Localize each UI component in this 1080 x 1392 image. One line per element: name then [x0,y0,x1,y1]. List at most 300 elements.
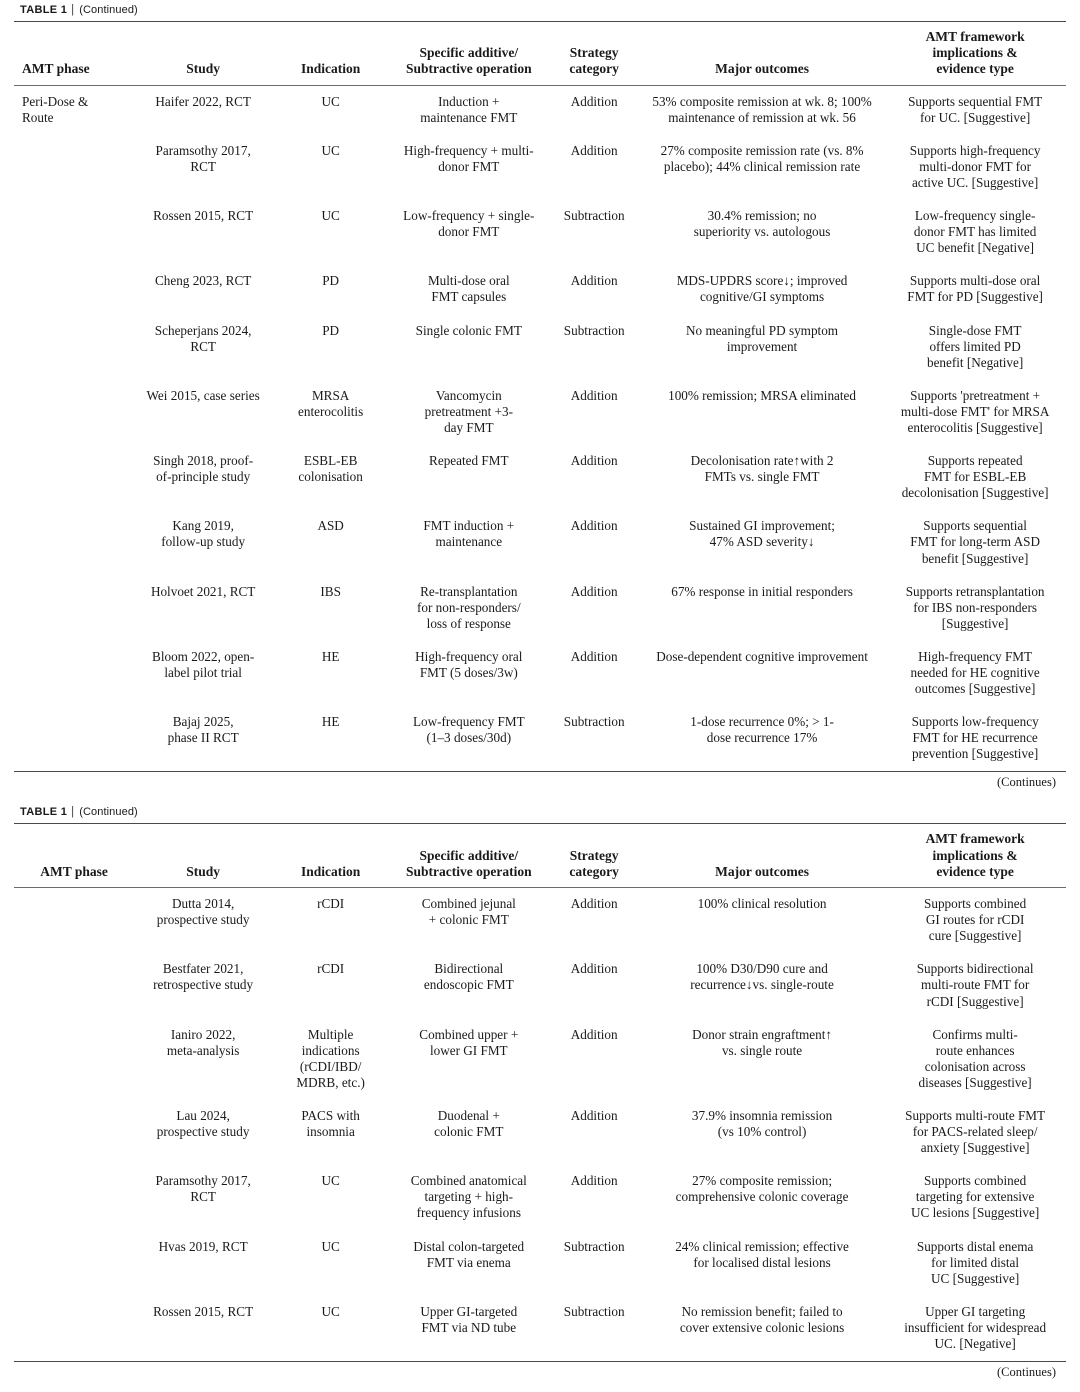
cell-line: FMT for long-term ASD [910,534,1041,550]
cell-line: colonic FMT [434,1124,504,1140]
cell-line: follow-up study [161,534,246,550]
header-line: implications & [932,45,1018,61]
cell-implications [884,576,1066,641]
cell-line: 24% clinical remission; effective [675,1238,849,1254]
cell-line: Decolonisation rate↑with 2 [690,453,834,469]
cell-amt-phase [14,315,134,380]
cell-indication [272,380,389,445]
cell-line: Addition [570,1173,618,1189]
cell-implications [884,706,1066,771]
cell-indication [272,706,389,771]
cell-implications [884,1100,1066,1165]
cell-amt-phase [14,1019,134,1100]
cell-line: FMT induction + [423,518,515,534]
cell-line: Low-frequency FMT [412,714,525,730]
cell-strategy-category [548,953,639,1018]
table-row [14,1100,1066,1165]
cell-line: UC. [Negative] [934,1336,1016,1351]
cell-line: outcomes [Suggestive] [914,681,1036,697]
cell-line: enterocolitis [Suggestive] [907,419,1043,435]
cell-line: Supports multi-route FMT [905,1107,1046,1123]
cell-amt-phase [14,576,134,641]
cell-operation [389,265,548,314]
header-line: evidence type [936,61,1014,77]
header-line: implications & [932,847,1018,863]
cell-line: Upper GI-targeted [420,1303,518,1319]
cell-line: maintenance FMT [420,109,518,125]
cell-line: vs. single route [721,1042,803,1058]
cell-study [134,1231,272,1296]
cell-line: label pilot trial [164,665,242,680]
cell-line: for localised distal lesions [693,1254,831,1270]
cell-line: MRSA enterocolitis [298,387,364,419]
cell-line: for PACS-related sleep/ [912,1124,1038,1140]
cell-line: multi-dose FMT' for MRSA [900,403,1050,419]
cell-line: Supports combined [924,896,1027,912]
cell-line: Supports high-frequency [909,142,1041,158]
cell-amt-phase [14,1231,134,1296]
cell-operation [389,200,548,265]
cell-line: loss of response [426,615,511,631]
table-row [14,1165,1066,1230]
cell-study [134,135,272,200]
header-line: Specific additive/ [419,847,519,863]
cell-line: 100% clinical resolution [697,896,827,912]
cell-implications [884,200,1066,265]
cell-line: donor FMT has limited [913,224,1037,240]
cell-line: Rossen 2015, RCT [153,1303,254,1319]
cell-line: Subtraction [563,1303,625,1319]
cell-line: Haifer 2022, RCT [155,93,251,109]
cell-line: maintenance of remission at wk. 56 [668,109,856,125]
column-header-major-outcomes [640,824,884,887]
cell-line: + colonic FMT [428,912,509,928]
cell-strategy-category [548,86,639,135]
cell-strategy-category [548,641,639,706]
caption-separator: | [71,806,75,819]
cell-line: Hvas 2019, RCT [158,1238,248,1254]
cell-line: offers limited PD [929,338,1021,354]
cell-line: Bidirectional [434,961,504,977]
cell-line: Distal colon-targeted [413,1238,525,1254]
cell-indication [272,135,389,200]
cell-amt-phase [14,641,134,706]
cell-major-outcomes [640,1019,884,1100]
cell-line: Subtraction [563,714,625,730]
cell-amt-phase [14,265,134,314]
cell-strategy-category [548,315,639,380]
cell-strategy-category [548,1165,639,1230]
cell-implications [884,1231,1066,1296]
cell-line: Multi-dose oral [427,273,510,289]
cell-implications [884,135,1066,200]
amt-table-1 [14,22,1066,85]
cell-line: 27% composite remission; [692,1173,833,1189]
column-header-indication [272,22,389,85]
cell-line: lower GI FMT [429,1042,508,1058]
cell-line: rCDI [317,961,345,977]
cell-study [134,200,272,265]
cell-line: dose recurrence 17% [706,730,818,746]
table-row [14,135,1066,200]
cell-line: for non-responders/ [416,599,521,615]
cell-line: Bestfater 2021, [162,961,244,977]
table-footer-continues: (Continues) [996,1365,1056,1380]
cell-line: recurrence↓vs. single-route [690,977,834,993]
table-row [14,641,1066,706]
cell-strategy-category [548,200,639,265]
cell-amt-phase [14,200,134,265]
cell-major-outcomes [640,888,884,953]
cell-line: donor FMT [438,224,500,240]
cell-line: targeting + high- [424,1189,514,1205]
cell-line: IBS [320,583,341,599]
cell-implications [884,315,1066,380]
cell-operation [389,576,548,641]
cell-line: Donor strain engraftment↑ [692,1026,832,1042]
cell-strategy-category [548,706,639,771]
table-row [14,1231,1066,1296]
header-line: Subtractive operation [405,61,532,77]
cell-line: Addition [570,896,618,912]
cell-major-outcomes [640,135,884,200]
column-header-indication [272,824,389,887]
cell-line: Supports sequential FMT [908,93,1043,109]
header-line: category [569,61,619,77]
cell-line: Supports low-frequency [911,714,1039,730]
cell-line: insufficient for widespread [904,1319,1047,1335]
cell-indication [272,1231,389,1296]
cell-line: Addition [570,648,618,664]
cell-implications [884,86,1066,135]
cell-line: FMT for PD [Suggestive] [907,289,1043,305]
cell-line: 100% D30/D90 cure and [696,961,828,977]
cell-operation [389,1231,548,1296]
cell-study [134,315,272,380]
cell-operation [389,953,548,1018]
cell-line: of-principle study [156,469,251,485]
table-row [14,1019,1066,1100]
cell-strategy-category [548,135,639,200]
cell-line: Supports repeated [927,453,1023,469]
cell-line: Sustained GI improvement; [689,518,835,534]
cell-line: Singh 2018, proof- [153,453,254,469]
table-row [14,315,1066,380]
cell-indication [272,953,389,1018]
cell-operation [389,888,548,953]
cell-indication [272,1296,389,1361]
cell-line: Subtraction [563,1238,625,1254]
table-footer-continues: (Continues) [996,775,1056,790]
table-row [14,86,1066,135]
column-header-study [134,22,272,85]
cell-line: Vancomycin [435,387,502,403]
caption-separator: | [71,4,75,16]
column-header-study [134,824,272,887]
amt-table-2-body [14,888,1066,1361]
cell-line: donor FMT [438,158,500,174]
cell-major-outcomes [640,200,884,265]
cell-strategy-category [548,576,639,641]
cell-line: for UC. [Suggestive] [920,109,1031,125]
cell-line: prevention [Suggestive] [911,746,1039,762]
cell-major-outcomes [640,953,884,1018]
cell-line: MDRB, etc.) [296,1074,365,1090]
cell-line: superiority vs. autologous [693,224,831,240]
header-line: AMT phase [22,61,90,77]
cell-operation [389,510,548,575]
cell-line: PD [322,273,340,289]
cell-line: 1-dose recurrence 0%; > 1- [690,714,834,730]
cell-line: Dose-dependent cognitive improvement [656,648,868,664]
cell-line: Peri-Dose & [22,93,89,109]
cell-line: phase II RCT [167,730,239,746]
cell-line: (vs 10% control) [717,1124,807,1140]
cell-line: UC [321,1303,340,1319]
table-row [14,510,1066,575]
cell-amt-phase [14,445,134,510]
cell-line: Addition [570,387,618,403]
cell-line: FMT capsules [431,289,507,305]
cell-major-outcomes [640,315,884,380]
cell-strategy-category [548,1231,639,1296]
cell-line: Combined anatomical [410,1173,527,1189]
cell-line: Subtraction [563,208,625,224]
cell-major-outcomes [640,706,884,771]
cell-line: FMT via enema [426,1254,511,1270]
table-row [14,200,1066,265]
cell-major-outcomes [640,641,884,706]
cell-line: No remission benefit; failed to [681,1303,843,1319]
cell-study [134,445,272,510]
cell-line: Induction + [438,93,500,109]
cell-strategy-category [548,380,639,445]
cell-line: High-frequency + multi- [403,142,534,158]
cell-indication [272,445,389,510]
cell-line: Single-dose FMT [928,322,1022,338]
cell-line: Supports multi-dose oral [909,273,1041,289]
cell-line: Holvoet 2021, RCT [150,583,256,599]
cell-line: UC [Suggestive] [930,1270,1020,1286]
caption-continued: (Continued) [79,806,138,819]
cell-line: needed for HE cognitive [910,665,1040,680]
table-row [14,445,1066,510]
cell-line: Cheng 2023, RCT [154,273,252,289]
cell-line: multi-route FMT for [921,977,1030,993]
cell-study [134,1019,272,1100]
cell-strategy-category [548,265,639,314]
header-line: category [569,863,619,879]
cell-line: rCDI [317,896,345,912]
cell-line: maintenance [435,534,503,550]
table-row [14,265,1066,314]
cell-study [134,86,272,135]
cell-amt-phase [14,888,134,953]
cell-line: Combined jejunal [421,896,516,912]
cell-amt-phase [14,953,134,1018]
header-line: Indication [301,61,361,77]
cell-strategy-category [548,1019,639,1100]
cell-implications [884,1019,1066,1100]
cell-line: GI routes for rCDI [925,912,1025,928]
cell-indication [272,1100,389,1165]
header-line: Specific additive/ [419,45,519,61]
cell-line: FMT (5 doses/3w) [419,665,518,680]
cell-operation [389,641,548,706]
cell-line: Addition [570,1026,618,1042]
cell-line: cognitive/GI symptoms [699,289,825,305]
cell-amt-phase [14,1165,134,1230]
cell-line: FMT via ND tube [421,1319,517,1335]
header-line: Indication [301,863,361,879]
cell-amt-phase [14,1100,134,1165]
cell-line: Supports combined [924,1173,1027,1189]
cell-line: FMT for HE recurrence [912,730,1038,746]
cell-strategy-category [548,888,639,953]
cell-indication [272,265,389,314]
cell-strategy-category [548,1296,639,1361]
cell-implications [884,1296,1066,1361]
cell-line: PACS with insomnia [301,1107,360,1140]
cell-amt-phase [14,135,134,200]
cell-operation [389,135,548,200]
cell-line: Scheperjans 2024, RCT [154,322,252,354]
cell-implications [884,510,1066,575]
cell-line: meta-analysis [166,1042,240,1058]
cell-operation [389,86,548,135]
cell-line: Addition [570,583,618,599]
cell-line: ESBL-EB [303,453,358,469]
cell-line: placebo); 44% clinical remission rate [663,158,861,174]
cell-major-outcomes [640,1100,884,1165]
cell-line: Addition [570,453,618,469]
cell-line: UC benefit [Negative] [916,240,1035,256]
cell-line: 27% composite remission rate (vs. 8% [660,142,864,158]
header-line: AMT phase [40,863,108,879]
cell-line: (rCDI/IBD/ [299,1058,362,1074]
cell-line: Paramsothy 2017, RCT [155,142,251,174]
column-header-operation [389,824,548,887]
cell-line: Addition [570,142,618,158]
cell-line: FMTs vs. single FMT [704,469,820,485]
cell-operation [389,380,548,445]
cell-study [134,888,272,953]
cell-indication [272,1165,389,1230]
cell-strategy-category [548,1100,639,1165]
cell-line: targeting for extensive [915,1189,1035,1205]
cell-study [134,510,272,575]
cell-line: UC [321,1238,340,1254]
cell-line: multi-donor FMT for [919,158,1032,174]
cell-line: 67% response in initial responders [671,583,853,599]
cell-major-outcomes [640,380,884,445]
cell-line: Multiple indications [301,1026,360,1058]
cell-study [134,1296,272,1361]
cell-line: Paramsothy 2017, RCT [155,1173,251,1205]
cell-line: benefit [Suggestive] [921,550,1029,566]
cell-implications [884,888,1066,953]
cell-line: diseases [Suggestive] [918,1074,1032,1090]
cell-operation [389,1019,548,1100]
cell-major-outcomes [640,1165,884,1230]
header-line: Subtractive operation [405,863,532,879]
cell-indication [272,200,389,265]
table-block-2 [14,802,1066,1390]
cell-line: [Suggestive] [941,615,1009,631]
cell-line: (1–3 doses/30d) [426,730,512,746]
cell-line: Combined upper + [419,1026,519,1042]
cell-operation [389,445,548,510]
amt-table-1-body [14,86,1066,772]
cell-line: 37.9% insomnia remission [691,1107,833,1123]
cell-line: Supports distal enema [916,1238,1034,1254]
cell-implications [884,445,1066,510]
column-header-major-outcomes [640,22,884,85]
column-header-amt-phase [14,22,134,85]
cell-line: active UC. [Suggestive] [911,174,1039,190]
cell-line: Rossen 2015, RCT [153,208,254,224]
cell-study [134,706,272,771]
cell-implications [884,953,1066,1018]
cell-study [134,641,272,706]
cell-line: Addition [570,1107,618,1123]
cell-line: frequency infusions [416,1205,521,1221]
cell-line: Duodenal + [437,1107,500,1123]
cell-operation [389,315,548,380]
column-header-implications [884,824,1066,887]
amt-table-2 [14,824,1066,887]
cell-line: Subtraction [563,322,625,338]
cell-line: UC [321,142,340,158]
cell-line: cure [Suggestive] [928,928,1022,944]
cell-line: Route [22,109,54,125]
cell-amt-phase [14,510,134,575]
cell-strategy-category [548,445,639,510]
cell-line: High-frequency FMT [918,648,1033,664]
cell-line: Addition [570,961,618,977]
cell-line: prospective study [156,1124,250,1140]
cell-line: UC [321,208,340,224]
cell-major-outcomes [640,1231,884,1296]
table-header-row [14,824,1066,887]
cell-line: Single colonic FMT [415,322,522,338]
table-number: TABLE 1 [20,4,68,16]
cell-line: colonisation across [924,1058,1026,1074]
cell-indication [272,1019,389,1100]
cell-line: HE [321,714,340,730]
cell-line: Bloom 2022, open- [152,648,255,664]
cell-line: Low-frequency + single- [403,208,535,224]
column-header-operation [389,22,548,85]
cell-line: Addition [570,93,618,109]
cell-strategy-category [548,510,639,575]
cell-line: 100% remission; MRSA eliminated [668,387,857,403]
header-line: Strategy [569,847,619,863]
cell-implications [884,1165,1066,1230]
cell-study [134,576,272,641]
cell-line: UC [321,93,340,109]
cell-line: Confirms multi- [932,1026,1018,1042]
cell-line: FMT for ESBL-EB [923,469,1027,485]
cell-line: UC lesions [Suggestive] [911,1205,1040,1221]
cell-line: Supports 'pretreatment + [910,387,1041,403]
cell-line: 47% ASD severity↓ [709,534,815,550]
cell-line: ASD [317,518,344,534]
cell-indication [272,86,389,135]
table-row [14,576,1066,641]
cell-line: pretreatment +3- [424,403,513,419]
cell-line: Bajaj 2025, [172,714,234,730]
